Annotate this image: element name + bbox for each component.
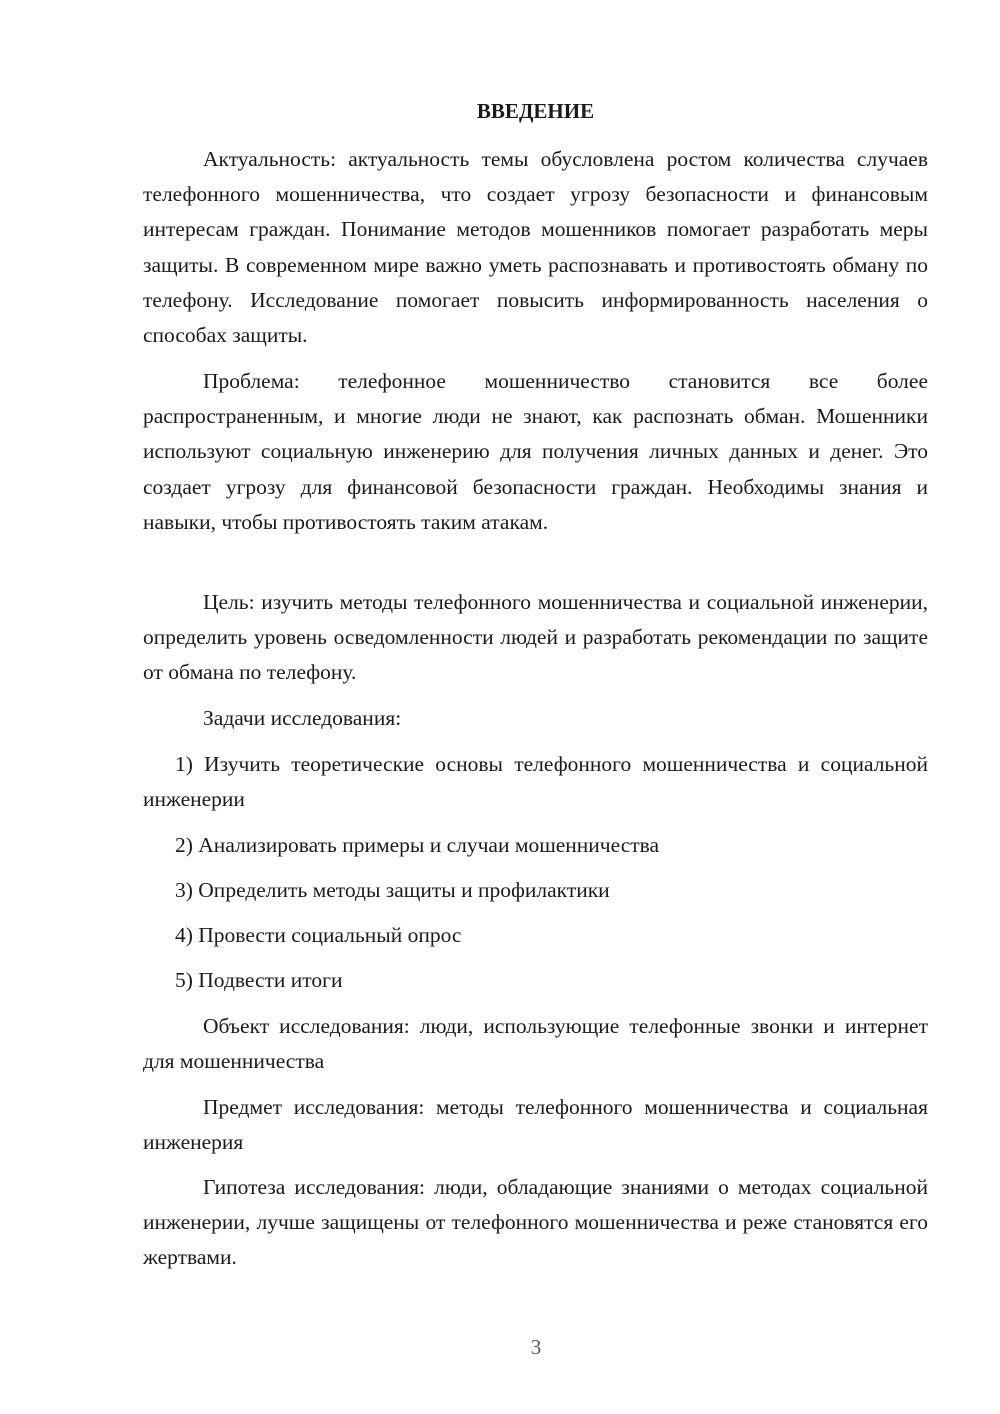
- list-item: 2) Анализировать примеры и случаи мошенничества: [175, 833, 660, 857]
- paragraph-object: Объект исследования: люди, использующие телефонные звонки и интернет для мошенничества: [143, 1014, 928, 1074]
- paragraph-problem: Проблема: телефонное мошенничество становится все более распространенным, и многие люди не знают, как распознать обман. Мошенники используют социальную инженерию для получения личных данных и денег. Это создает угрозу для финансовой безопасности граждан. Необходимы знания и навыки, чтобы противостоять таким атакам.: [143, 369, 928, 534]
- list-item: 5) Подвести итоги: [175, 968, 343, 992]
- paragraph-goal: Цель: изучить методы телефонного мошенничества и социальной инженерии, определить уровень осведомленности людей и разработать рекомендации по защите от обмана по телефону.: [143, 590, 928, 685]
- paragraph-relevance: Актуальность: актуальность темы обусловлена ростом количества случаев телефонного мошенничества, что создает угрозу безопасности и финансовым интересам граждан. Понимание методов мошенников помогает разработать меры защиты. В современном мире важно уметь распознавать и противостоять обману по телефону. Исследование помогает повысить информированность населения о способах защиты.: [143, 147, 928, 348]
- list-item: 3) Определить методы защиты и профилактики: [175, 878, 610, 902]
- list-item: 4) Провести социальный опрос: [175, 923, 462, 947]
- page-number: 3: [530, 1335, 542, 1359]
- paragraph-hypothesis: Гипотеза исследования: люди, обладающие знаниями о методах социальной инженерии, лучше защищены от телефонного мошенничества и реже становятся его жертвами.: [143, 1175, 928, 1270]
- page-title: ВВЕДЕНИЕ: [476, 99, 595, 123]
- list-item: 1) Изучить теоретические основы телефонного мошенничества и социальной инженерии: [143, 752, 928, 812]
- paragraph-subject: Предмет исследования: методы телефонного мошенничества и социальная инженерия: [143, 1095, 928, 1155]
- tasks-heading: Задачи исследования:: [203, 706, 402, 730]
